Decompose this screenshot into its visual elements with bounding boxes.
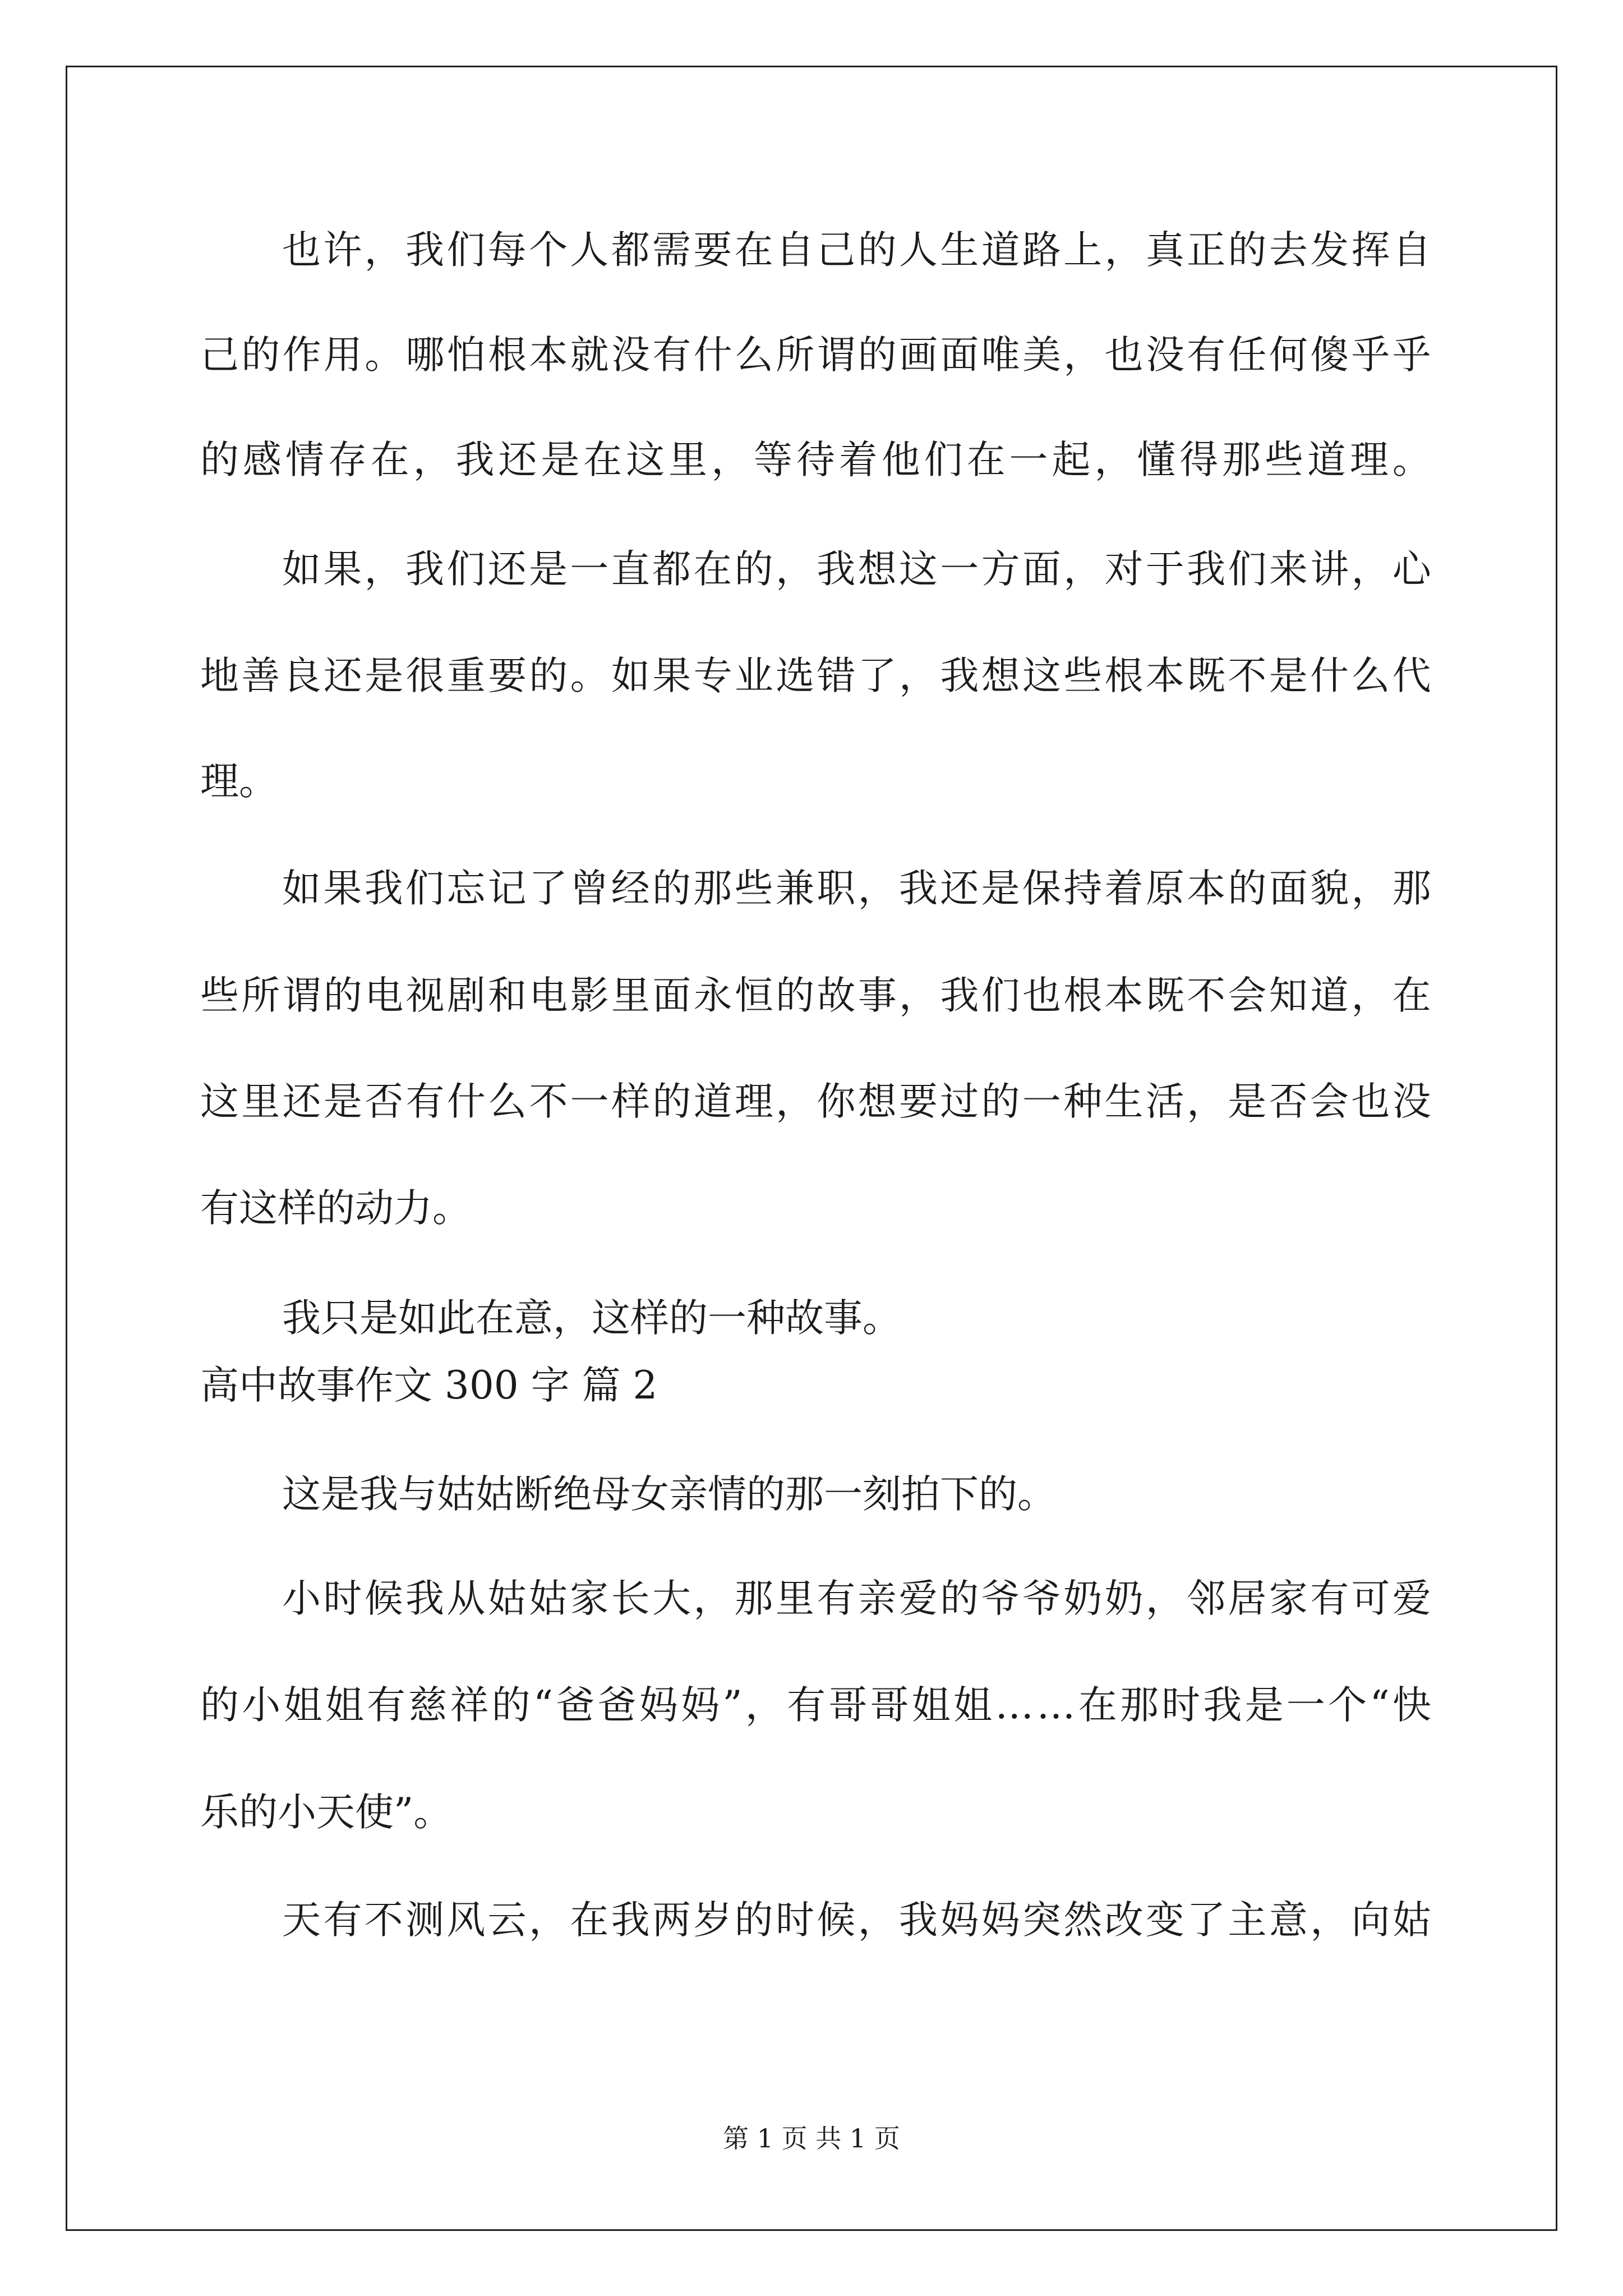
body-line: 小 时 候 我 从 姑 姑 家 长 大 ， 那 里 有 亲 爱 的 爷 爷 奶 奶 ， 邻 居 家 有 可 爱 xyxy=(282,1576,1431,1621)
body-line: 也 许 ， 我 们 每 个 人 都 需 要 在 自 己 的 人 生 道 路 上 ， 真 正 的 去 发 挥 自 xyxy=(282,228,1431,273)
body-line: 的 小 姐 姐 有 慈 祥 的 “ 爸 爸 妈 妈 ” ， 有 哥 哥 姐 姐 … … 在 那 时 我 是 一 个 “ 快 xyxy=(200,1683,1431,1728)
body-line: 地 善 良 还 是 很 重 要 的 。 如 果 专 业 选 错 了 ， 我 想 这 些 根 本 既 不 是 什 么 代 xyxy=(200,654,1431,698)
body-line: 天 有 不 测 风 云 ， 在 我 两 岁 的 时 候 ， 我 妈 妈 突 然 改 变 了 主 意 ， 向 姑 xyxy=(282,1898,1431,1943)
page-footer: 第 1 页 共 1 页 xyxy=(723,2123,900,2154)
body-line: 这是我与姑姑断绝母女亲情的那一刻拍下的。 xyxy=(282,1472,1056,1517)
body-line: 己 的 作 用 。 哪 怕 根 本 就 没 有 什 么 所 谓 的 画 面 唯 美 ， 也 没 有 任 何 傻 乎 乎 xyxy=(200,333,1431,378)
body-line: 些 所 谓 的 电 视 剧 和 电 影 里 面 永 恒 的 故 事 ， 我 们 也 根 本 既 不 会 知 道 ， 在 xyxy=(200,973,1431,1018)
body-line: 如 果 ， 我 们 还 是 一 直 都 在 的 ， 我 想 这 一 方 面 ， 对 于 我 们 来 讲 ， 心 xyxy=(282,547,1431,592)
body-line: 有这样的动力。 xyxy=(200,1186,471,1231)
body-line: 我只是如此在意，这样的一种故事。 xyxy=(282,1296,901,1341)
body-line: 理。 xyxy=(200,759,278,804)
body-line: 如 果 我 们 忘 记 了 曾 经 的 那 些 兼 职 ， 我 还 是 保 持 着 原 本 的 面 貌 ， 那 xyxy=(282,866,1431,911)
section-heading: 高中故事作文 300 字 篇 2 xyxy=(200,1363,658,1408)
body-line: 这 里 还 是 否 有 什 么 不 一 样 的 道 理 ， 你 想 要 过 的 一 种 生 活 ， 是 否 会 也 没 xyxy=(200,1079,1431,1124)
body-line: 的 感 情 存 在 ， 我 还 是 在 这 里 ， 等 待 着 他 们 在 一 起 ， 懂 得 那 些 道 理 。 xyxy=(200,438,1431,482)
body-line: 乐的小天使”。 xyxy=(200,1790,453,1835)
